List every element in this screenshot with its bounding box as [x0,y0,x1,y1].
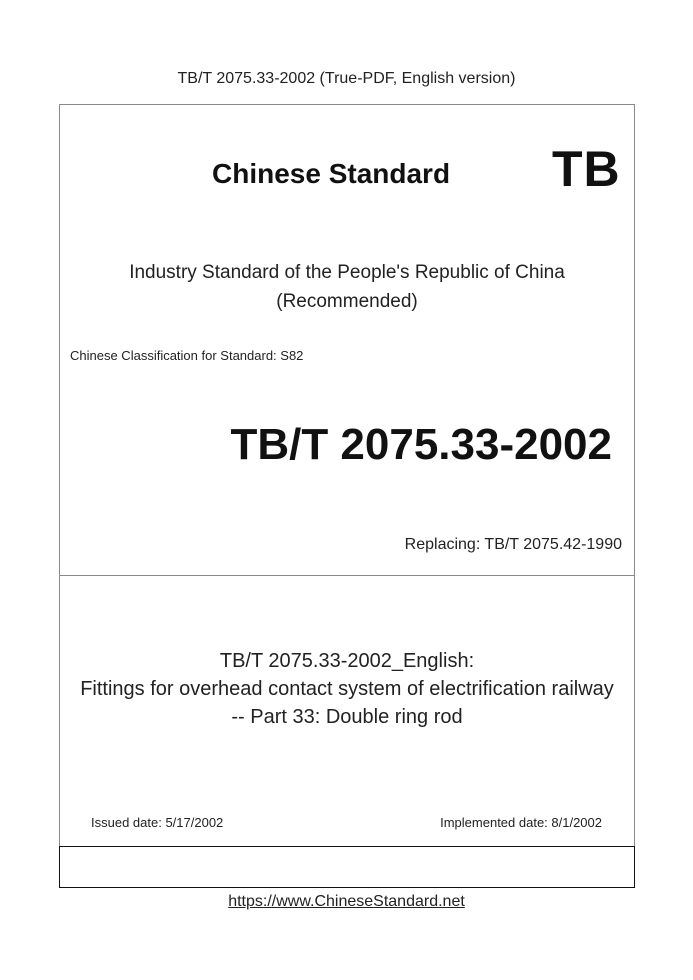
issued-date: Issued date: 5/17/2002 [91,815,224,830]
document-type: Chinese Standard [212,158,451,189]
website-link[interactable]: https://www.ChineseStandard.net [228,893,465,910]
industry-line-1: Industry Standard of the People's Republic of China [129,262,565,283]
standard-number: TB/T 2075.33-2002 [230,420,612,469]
document-title [59,647,635,731]
empty-footer-box [59,846,635,888]
industry-statement [59,258,635,316]
implemented-date: Implemented date: 8/1/2002 [440,815,602,830]
replacing-note: Replacing: TB/T 2075.42-1990 [404,536,622,553]
standard-code-badge: TB [552,141,621,197]
title-line-1: TB/T 2075.33-2002_English: [219,650,475,672]
industry-line-2: (Recommended) [276,291,418,312]
title-line-2: Fittings for overhead contact system of electrification railway [80,678,614,700]
title-line-3: -- Part 33: Double ring rod [231,706,463,728]
header-caption: TB/T 2075.33-2002 (True-PDF, English version) [177,70,516,87]
classification: Chinese Classification for Standard: S82 [70,348,304,363]
